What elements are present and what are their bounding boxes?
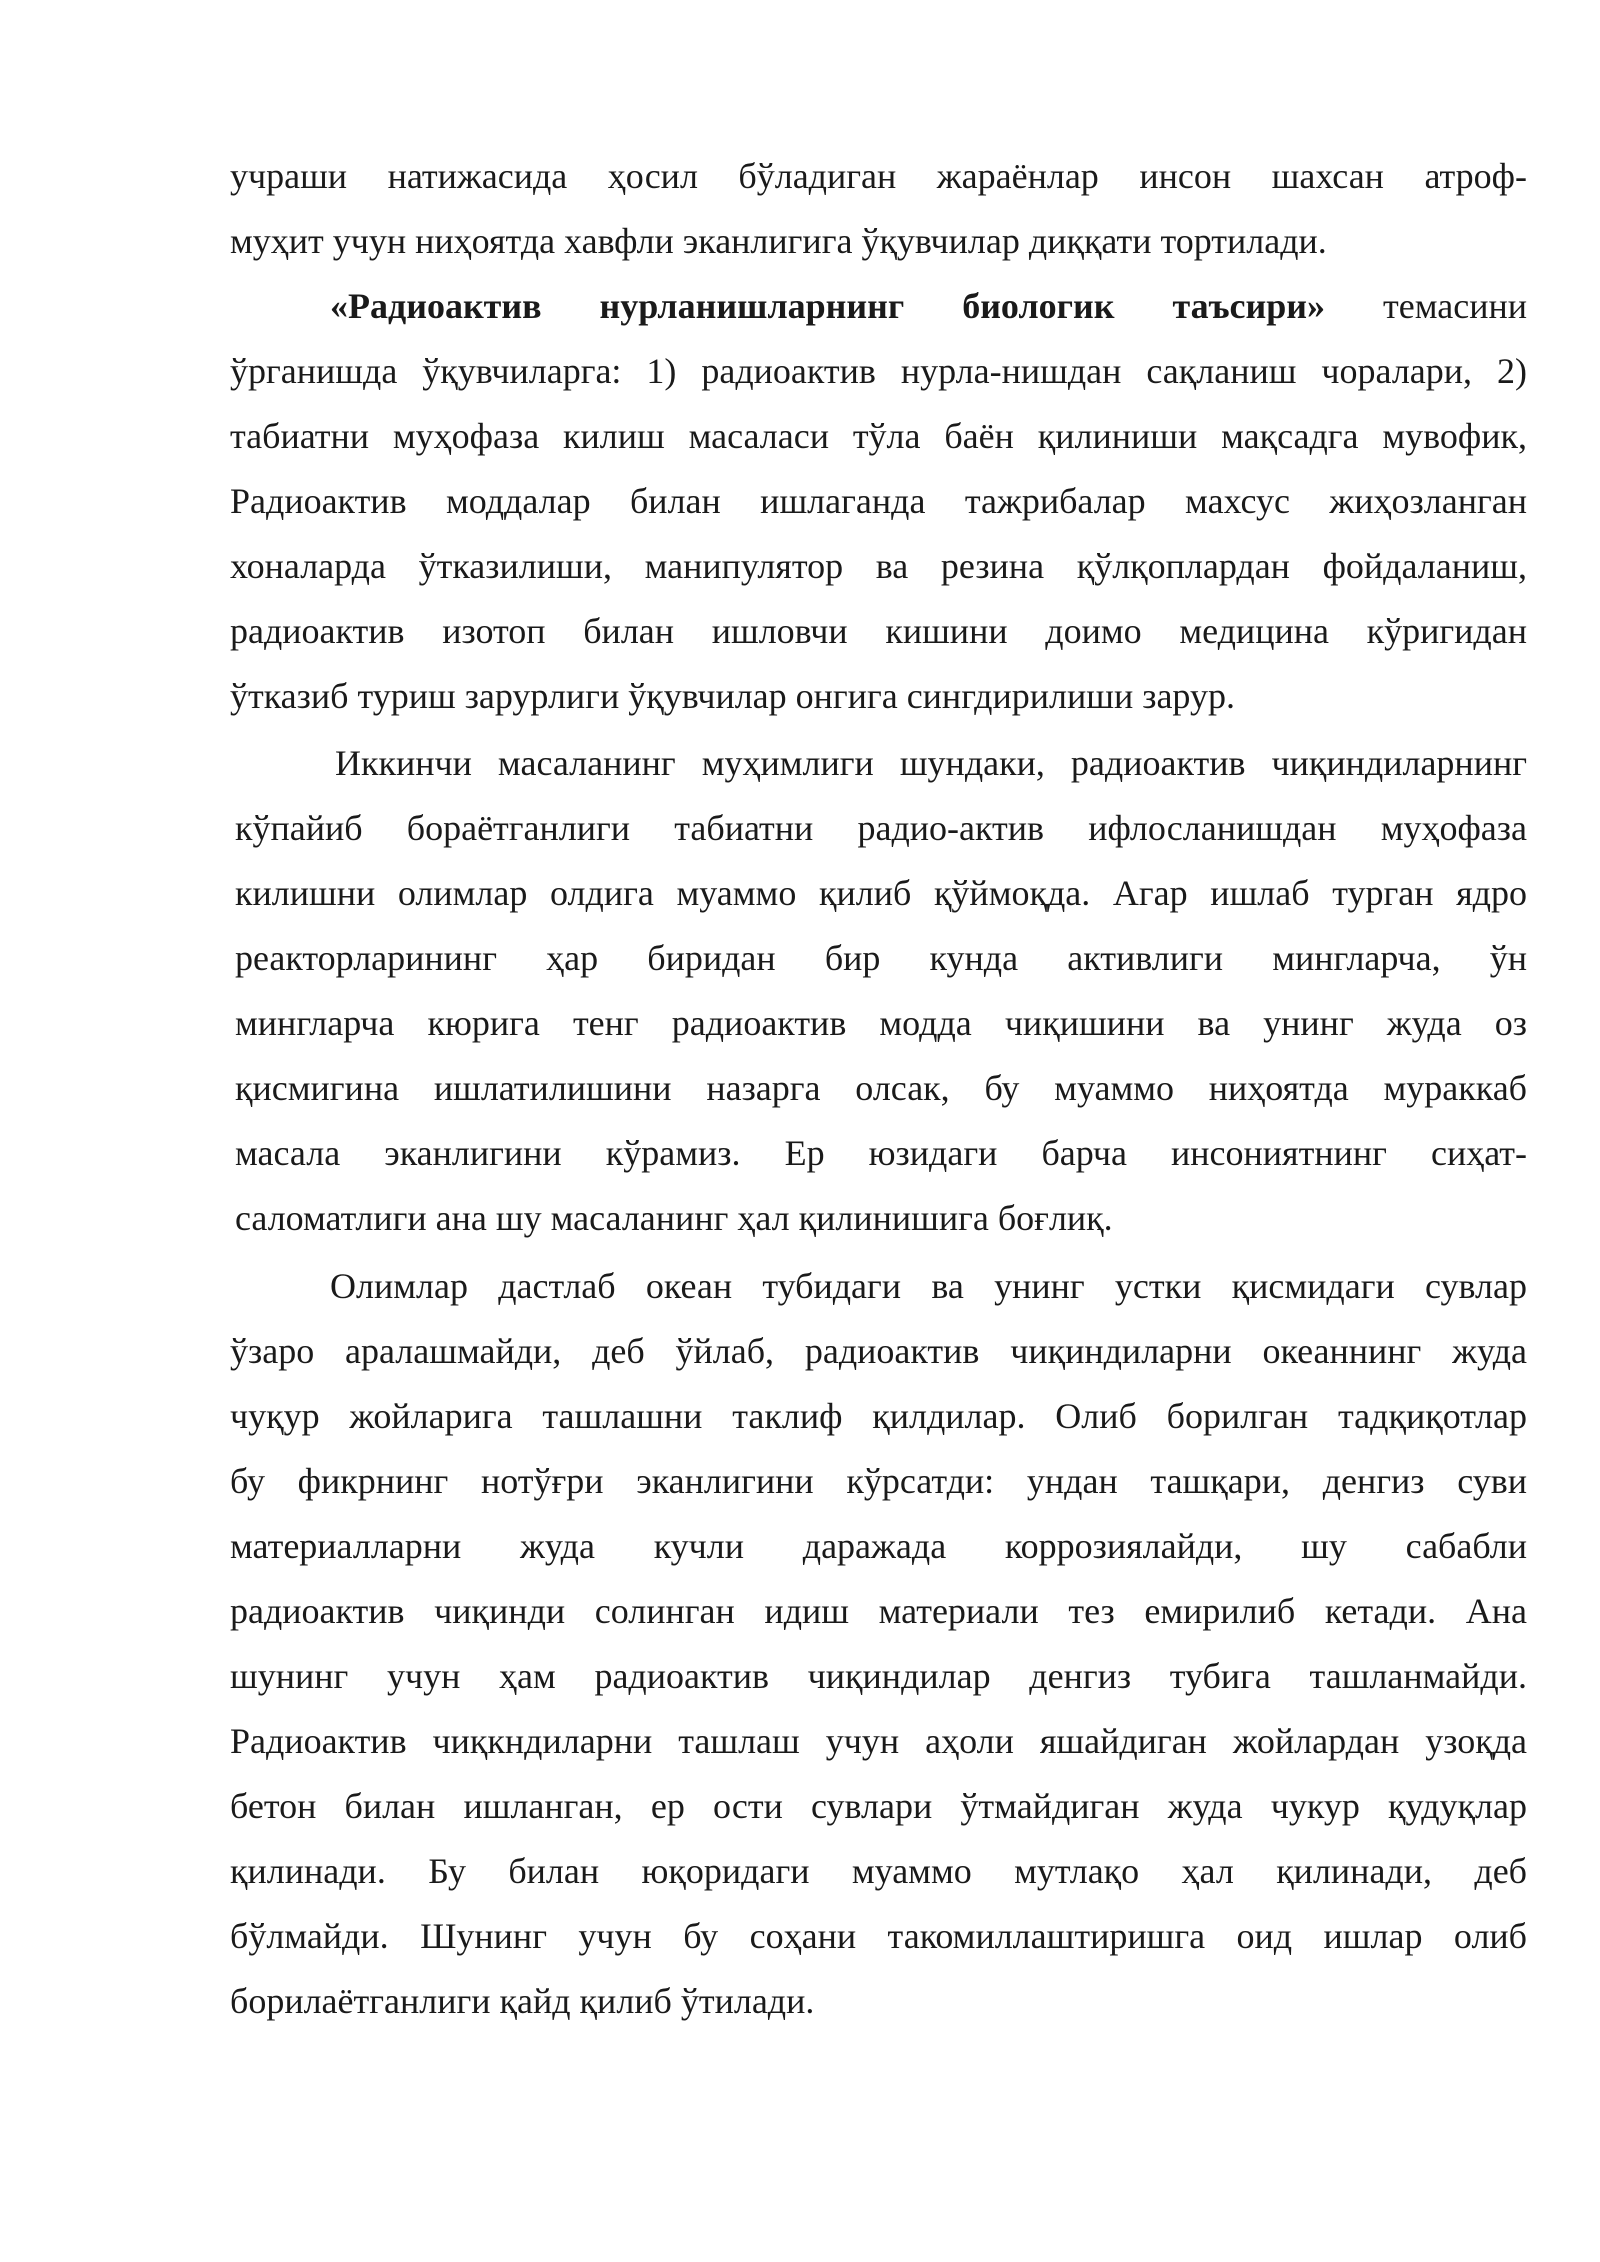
text-line: муҳит учун ниҳоятда хавфли эканлигига ўқувчилар диққати тортилади. — [230, 221, 1327, 261]
text-line: Радиоактив моддалар билан ишлаганда тажрибалар махсус жиҳозланган — [230, 481, 1527, 521]
text-line: реакторларининг ҳар биридан бир кунда активлиги мингларча, ўн — [235, 938, 1527, 978]
text-line: Иккинчи масаланинг муҳимлиги шундаки, радиоактив чиқиндиларнинг — [335, 743, 1527, 783]
text-line: Радиоактив чиқкндиларни ташлаш учун аҳоли яшайдиган жойлардан узоқда — [230, 1721, 1527, 1761]
text-line: мингларча кюрига тенг радиоактив модда чиқишини ва унинг жуда оз — [235, 1003, 1527, 1043]
text-line: радиоактив изотоп билан ишловчи кишини доимо медицина кўригидан — [230, 611, 1527, 651]
text-line: шунинг учун ҳам радиоактив чиқиндилар денгиз тубига ташланмайди. — [230, 1656, 1527, 1696]
text-line: бетон билан ишланган, ер ости сувлари ўтмайдиган жуда чукур қудуқлар — [230, 1786, 1527, 1826]
paragraph-2 — [230, 281, 1527, 736]
text-line: учраши натижасида ҳосил бўладиган жараёнлар инсон шахсан атроф- — [230, 156, 1527, 196]
text-line-with-bold-heading — [230, 281, 1527, 346]
text-line: ўтказиб туриш зарурлиги ўқувчилар онгига сингдирилиши зарур. — [230, 676, 1235, 716]
text-fragment: темасини — [1383, 286, 1527, 326]
text-line: радиоактив чиқинди солинган идиш материали тез емирилиб кетади. Ана — [230, 1591, 1527, 1631]
text-line: материалларни жуда кучли даражада коррозиялайди, шу сабабли — [230, 1526, 1527, 1566]
text-line: қилинади. Бу билан юқоридаги муаммо мутлақо ҳал қилинади, деб — [230, 1851, 1527, 1891]
text-line: чуқур жойларига ташлашни таклиф қилдилар. Олиб борилган тадқиқотлар — [230, 1396, 1527, 1436]
text-line: хоналарда ўтказилиши, манипулятор ва резина қўлқоплардан фойдаланиш, — [230, 546, 1527, 586]
text-line: табиатни муҳофаза килиш масаласи тўла баён қилиниши мақсадга мувофик, — [230, 416, 1527, 456]
text-line: борилаётганлиги қайд қилиб ўтилади. — [230, 1981, 815, 2021]
text-line: саломатлиги ана шу масаланинг ҳал қилинишига боғлиқ. — [235, 1198, 1113, 1238]
text-line: Олимлар дастлаб океан тубидаги ва унинг устки қисмидаги сувлар — [330, 1266, 1527, 1306]
text-line: масала эканлигини кўрамиз. Ер юзидаги барча инсониятнинг сиҳат- — [235, 1133, 1527, 1173]
text-line: ўрганишда ўқувчиларга: 1) радиоактив нурла-нишдан сақланиш чоралари, 2) — [230, 351, 1527, 391]
text-line: килишни олимлар олдига муаммо қилиб қўймоқда. Агар ишлаб турган ядро — [235, 873, 1527, 913]
text-line: кўпайиб бораётганлиги табиатни радио-актив ифлосланишдан муҳофаза — [235, 808, 1527, 848]
paragraph-1 — [230, 151, 1527, 281]
paragraph-3 — [235, 738, 1527, 1258]
text-line: бу фикрнинг нотўғри эканлигини кўрсатди: ундан ташқари, денгиз суви — [230, 1461, 1527, 1501]
text-line: ўзаро аралашмайди, деб ўйлаб, радиоактив чиқиндиларни океаннинг жуда — [230, 1331, 1527, 1371]
text-line: қисмигина ишлатилишини назарга олсак, бу муаммо ниҳоятда мураккаб — [235, 1068, 1527, 1108]
paragraph-4 — [230, 1261, 1527, 2041]
bold-topic-title: «Радиоактив нурланишларнинг биологик таъсири» — [330, 286, 1326, 326]
text-line: бўлмайди. Шунинг учун бу соҳани такомиллаштиришга оид ишлар олиб — [230, 1916, 1527, 1956]
